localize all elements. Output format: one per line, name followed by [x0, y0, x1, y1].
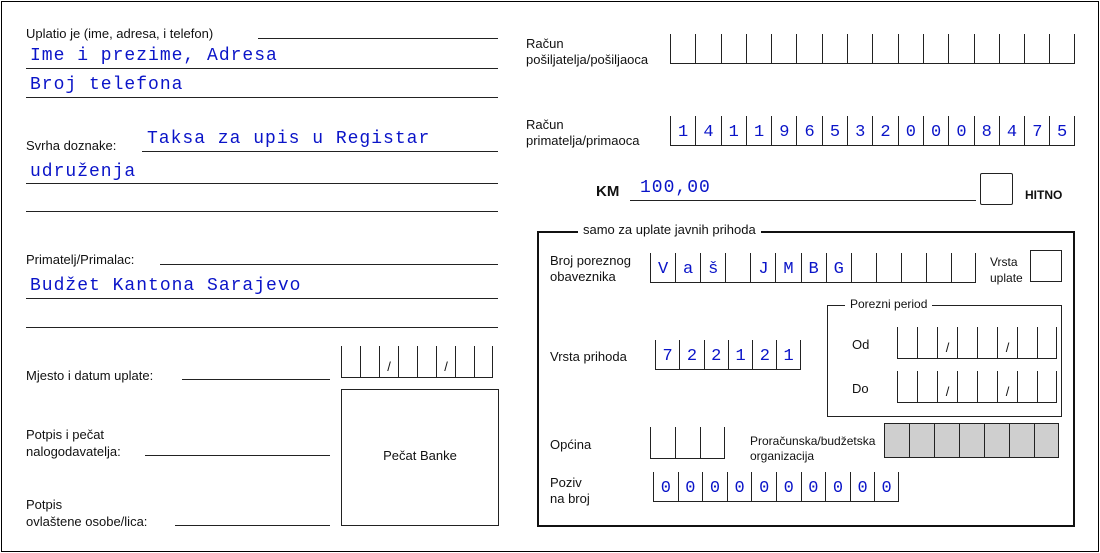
amount-currency: KM	[596, 183, 620, 200]
taxpayer-cell[interactable]	[926, 253, 951, 283]
recipient-account-cell[interactable]	[923, 116, 948, 146]
sender-account-cell[interactable]	[974, 34, 999, 64]
reference-cell[interactable]	[825, 472, 850, 502]
reference-cell[interactable]	[678, 472, 703, 502]
revenue-type-cell[interactable]	[704, 340, 728, 370]
sender-account-grid[interactable]	[670, 34, 1075, 64]
payment-type-label-2: uplate	[990, 271, 1023, 285]
bank-stamp-box	[341, 389, 499, 526]
revenue-type-cell[interactable]	[655, 340, 679, 370]
signature-auth-line[interactable]	[175, 525, 330, 526]
reference-grid[interactable]	[653, 472, 899, 502]
recipient-label-line	[160, 264, 498, 265]
sender-account-cell[interactable]	[898, 34, 923, 64]
tax-period-legend: Porezni period	[845, 297, 932, 311]
payment-type-box[interactable]	[1030, 250, 1062, 282]
reference-label-2: na broj	[550, 491, 590, 506]
recipient-account-char: 8	[981, 123, 992, 142]
recipient-account-char: 3	[855, 123, 866, 142]
reference-cell[interactable]	[776, 472, 801, 502]
payer-name-address-field[interactable]: Ime i prezime, Adresa	[30, 46, 278, 66]
recipient-account-label-2: primatelja/primaoca	[526, 133, 640, 148]
urgent-checkbox[interactable]	[980, 173, 1013, 205]
public-revenue-legend: samo za uplate javnih prihoda	[578, 222, 761, 237]
signature-payer-label-1: Potpis i pečat	[26, 427, 105, 442]
budget-org-grid	[884, 423, 1059, 458]
place-date-line[interactable]	[182, 379, 330, 380]
reference-char: 0	[808, 479, 819, 498]
sender-account-cell[interactable]	[923, 34, 948, 64]
recipient-account-char: 1	[728, 123, 739, 142]
recipient-account-cell[interactable]	[898, 116, 923, 146]
sender-account-cell[interactable]	[695, 34, 720, 64]
payment-type-label-1: Vrsta	[990, 255, 1018, 269]
recipient-account-char: 0	[905, 123, 916, 142]
tax-period-from-grid[interactable]: / /	[897, 327, 1057, 359]
purpose-field-line-2[interactable]: udruženja	[30, 162, 137, 182]
recipient-account-cell[interactable]	[771, 116, 796, 146]
recipient-account-char: 5	[1057, 123, 1068, 142]
taxpayer-cell[interactable]	[851, 253, 876, 283]
taxpayer-cell[interactable]	[725, 253, 750, 283]
place-date-label: Mjesto i datum uplate:	[26, 368, 154, 383]
recipient-account-cell[interactable]	[1024, 116, 1049, 146]
sender-account-label-2: pošiljatelja/pošiljaoca	[526, 52, 649, 67]
revenue-type-cell[interactable]	[752, 340, 776, 370]
revenue-type-label: Vrsta prihoda	[550, 349, 627, 364]
tax-period-to-label: Do	[852, 381, 869, 396]
sender-account-cell[interactable]	[872, 34, 897, 64]
amount-line	[630, 200, 976, 201]
signature-payer-label-2: nalogodavatelja:	[26, 444, 121, 459]
recipient-account-cell[interactable]	[847, 116, 872, 146]
recipient-account-char: 1	[678, 123, 689, 142]
sender-account-cell[interactable]	[721, 34, 746, 64]
revenue-type-char: 1	[735, 347, 746, 366]
reference-char: 0	[759, 479, 770, 498]
budget-org-label-2: organizacija	[750, 449, 815, 463]
tax-period-from-label: Od	[852, 337, 870, 352]
revenue-type-cell[interactable]	[728, 340, 752, 370]
sender-account-cell[interactable]	[847, 34, 872, 64]
revenue-type-char: 2	[686, 347, 698, 366]
reference-char: 0	[734, 479, 745, 498]
bank-stamp-label: Pečat Banke	[383, 448, 457, 463]
sender-account-cell[interactable]	[822, 34, 847, 64]
taxpayer-char: M	[783, 260, 794, 279]
recipient-line-1	[26, 298, 498, 299]
taxpayer-cell[interactable]	[901, 253, 926, 283]
recipient-account-grid[interactable]	[670, 116, 1075, 146]
revenue-type-grid[interactable]	[655, 340, 801, 370]
sender-account-cell[interactable]	[1024, 34, 1049, 64]
taxpayer-cell[interactable]	[876, 253, 901, 283]
taxpayer-cell[interactable]	[700, 253, 725, 283]
sender-account-cell[interactable]	[771, 34, 796, 64]
taxpayer-grid[interactable]	[650, 253, 976, 283]
reference-char: 0	[685, 479, 696, 498]
payer-label-line	[258, 38, 498, 39]
sender-account-label-1: Račun	[526, 36, 564, 51]
recipient-account-cell[interactable]	[721, 116, 746, 146]
recipient-account-cell[interactable]	[822, 116, 847, 146]
taxpayer-label-2: obaveznika	[550, 269, 616, 284]
recipient-line-2	[26, 327, 498, 328]
recipient-account-cell[interactable]	[695, 116, 720, 146]
municipality-grid[interactable]	[650, 427, 725, 459]
reference-char: 0	[783, 479, 794, 498]
signature-auth-label-1: Potpis	[26, 497, 63, 512]
recipient-account-cell[interactable]	[1049, 116, 1074, 146]
purpose-line-2	[26, 183, 498, 184]
reference-cell[interactable]	[653, 472, 678, 502]
taxpayer-char: š	[708, 260, 719, 279]
municipality-label: Općina	[550, 437, 592, 452]
recipient-account-char: 4	[703, 123, 714, 142]
recipient-account-label-1: Račun	[526, 117, 564, 132]
sender-account-cell[interactable]	[746, 34, 771, 64]
recipient-account-char: 6	[804, 123, 815, 142]
recipient-account-char: 1	[753, 123, 765, 142]
budget-org-label-1: Proračunska/budžetska	[750, 434, 876, 448]
reference-char: 0	[832, 479, 844, 498]
revenue-type-cell[interactable]	[776, 340, 800, 370]
recipient-account-cell[interactable]	[670, 116, 695, 146]
purpose-line-1	[142, 151, 498, 152]
reference-char: 0	[660, 479, 671, 498]
reference-cell[interactable]	[801, 472, 826, 502]
sender-account-cell[interactable]	[948, 34, 973, 64]
recipient-account-cell[interactable]	[948, 116, 973, 146]
reference-cell[interactable]	[850, 472, 875, 502]
revenue-type-char: 7	[662, 347, 673, 366]
taxpayer-char: a	[683, 260, 694, 279]
recipient-account-cell[interactable]	[746, 116, 771, 146]
sender-account-cell[interactable]	[999, 34, 1024, 64]
taxpayer-cell[interactable]	[775, 253, 800, 283]
signature-payer-line[interactable]	[145, 455, 330, 456]
purpose-line-3	[26, 211, 498, 212]
taxpayer-char: B	[808, 260, 819, 279]
recipient-account-char: 5	[829, 123, 841, 142]
recipient-account-char: 4	[1006, 123, 1018, 142]
recipient-account-char: 2	[880, 123, 891, 142]
recipient-account-char: 9	[779, 123, 790, 142]
payer-label: Uplatio je (ime, adresa, i telefon)	[26, 26, 214, 41]
reference-label-1: Poziv	[550, 475, 582, 490]
tax-period-to-grid[interactable]: / /	[897, 371, 1057, 403]
purpose-label: Svrha doznake:	[26, 138, 117, 153]
urgent-label: HITNO	[1025, 188, 1063, 202]
reference-cell[interactable]	[751, 472, 776, 502]
recipient-account-char: 0	[956, 123, 967, 142]
recipient-account-char: 0	[931, 123, 942, 142]
reference-char: 0	[709, 479, 721, 498]
sender-account-cell[interactable]	[796, 34, 821, 64]
taxpayer-char: G	[833, 260, 844, 279]
taxpayer-cell[interactable]	[750, 253, 775, 283]
revenue-type-char: 2	[759, 347, 770, 366]
recipient-account-cell[interactable]	[974, 116, 999, 146]
payer-line-1	[26, 68, 498, 69]
reference-cell[interactable]	[702, 472, 727, 502]
sender-account-cell[interactable]	[1049, 34, 1074, 64]
revenue-type-char: 2	[711, 347, 722, 366]
taxpayer-cell[interactable]	[826, 253, 851, 283]
taxpayer-cell[interactable]	[801, 253, 826, 283]
revenue-type-char: 1	[783, 347, 794, 366]
date-grid[interactable]: / /	[341, 346, 493, 378]
taxpayer-label-1: Broj poreznog	[550, 253, 631, 268]
taxpayer-cell[interactable]	[675, 253, 700, 283]
reference-char: 0	[857, 479, 868, 498]
taxpayer-char: J	[758, 260, 769, 279]
reference-cell[interactable]	[727, 472, 752, 502]
recipient-account-cell[interactable]	[872, 116, 897, 146]
recipient-label: Primatelj/Primalac:	[26, 252, 135, 267]
reference-char: 0	[881, 479, 892, 498]
revenue-type-cell[interactable]	[679, 340, 703, 370]
payer-line-2	[26, 97, 498, 98]
reference-cell[interactable]	[874, 472, 899, 502]
signature-auth-label-2: ovlaštene osobe/lica:	[26, 514, 148, 529]
taxpayer-cell[interactable]	[951, 253, 976, 283]
payer-phone-field[interactable]: Broj telefona	[30, 75, 184, 95]
sender-account-cell[interactable]	[670, 34, 695, 64]
taxpayer-cell[interactable]	[650, 253, 675, 283]
amount-field[interactable]: 100,00	[640, 178, 711, 198]
purpose-field-line-1[interactable]: Taksa za upis u Registar	[147, 129, 431, 149]
recipient-field[interactable]: Budžet Kantona Sarajevo	[30, 276, 302, 296]
taxpayer-char: V	[657, 260, 669, 279]
recipient-account-char: 7	[1032, 123, 1043, 142]
recipient-account-cell[interactable]	[796, 116, 821, 146]
recipient-account-cell[interactable]	[999, 116, 1024, 146]
